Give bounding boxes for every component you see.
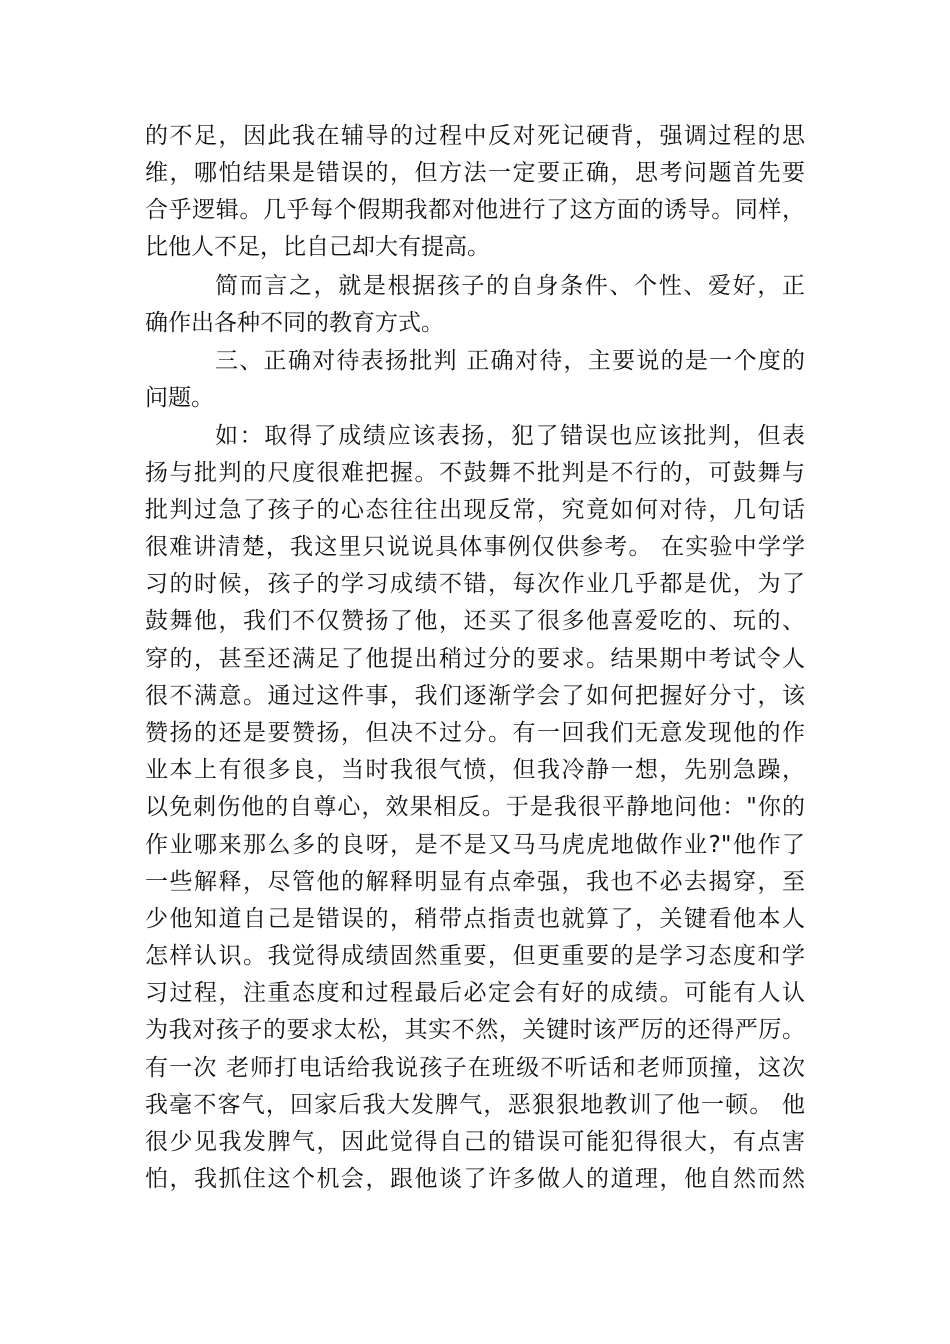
text-line-17: 赞扬的还是要赞扬，但决不过分。有一回我们无意发现他的作: [145, 720, 805, 746]
text-line-25: 为我对孩子的要求太松，其实不然，关键时该严厉的还得严厉。: [145, 1017, 805, 1043]
text-line-28: 很少见我发脾气，因此觉得自己的错误可能犯得很大，有点害: [145, 1129, 805, 1155]
text-line-16: 很不满意。通过这件事，我们逐渐学会了如何把握好分寸，该: [145, 683, 805, 709]
text-line-13: 习的时候，孩子的学习成绩不错，每次作业几乎都是优，为了: [145, 571, 805, 597]
text-line-22: 少他知道自己是错误的，稍带点指责也就算了，关键看他本人: [145, 906, 805, 932]
text-line-8: 问题。: [145, 385, 214, 411]
text-line-2: 维，哪怕结果是错误的，但方法一定要正确，思考问题首先要: [145, 160, 805, 186]
text-line-27: 我毫不客气，回家后我大发脾气，恶狠狠地教训了他一顿。 他: [145, 1092, 805, 1118]
text-line-1: 的不足，因此我在辅导的过程中反对死记硬背，强调过程的思: [145, 123, 805, 149]
text-line-19: 以免刺伤他的自尊心，效果相反。于是我很平静地问他："你的: [145, 794, 805, 820]
text-line-10: 扬与批判的尺度很难把握。不鼓舞不批判是不行的，可鼓舞与: [145, 460, 805, 486]
text-line-24: 习过程，注重态度和过程最后必定会有好的成绩。可能有人认: [145, 980, 805, 1006]
text-line-20: 作业哪来那么多的良呀，是不是又马马虎虎地做作业?"他作了: [145, 832, 805, 858]
text-line-15: 穿的，甚至还满足了他提出稍过分的要求。结果期中考试令人: [145, 646, 805, 672]
text-line-5: 简而言之，就是根据孩子的自身条件、个性、爱好，正: [215, 273, 805, 299]
text-line-6: 确作出各种不同的教育方式。: [145, 310, 444, 336]
text-line-21: 一些解释，尽管他的解释明显有点牵强，我也不必去揭穿，至: [145, 869, 805, 895]
text-line-26: 有一次 老师打电话给我说孩子在班级不听话和老师顶撞，这次: [145, 1055, 805, 1081]
text-line-7: 三、正确对待表扬批判 正确对待，主要说的是一个度的: [215, 348, 805, 374]
text-line-12: 很难讲清楚，我这里只说说具体事例仅供参考。 在实验中学学: [145, 534, 805, 560]
text-line-4: 比他人不足，比自己却大有提高。: [145, 234, 490, 260]
text-line-3: 合乎逻辑。几乎每个假期我都对他进行了这方面的诱导。同样，: [145, 197, 805, 223]
text-line-18: 业本上有很多良，当时我很气愤，但我冷静一想，先别急躁，: [145, 757, 805, 783]
text-line-9: 如：取得了成绩应该表扬，犯了错误也应该批判，但表: [215, 423, 805, 449]
text-line-23: 怎样认识。我觉得成绩固然重要，但更重要的是学习态度和学: [145, 943, 805, 969]
text-line-29: 怕，我抓住这个机会，跟他谈了许多做人的道理，他自然而然: [145, 1166, 805, 1192]
text-line-14: 鼓舞他，我们不仅赞扬了他，还买了很多他喜爱吃的、玩的、: [145, 608, 805, 634]
text-line-11: 批判过急了孩子的心态往往出现反常，究竟如何对待，几句话: [145, 497, 805, 523]
